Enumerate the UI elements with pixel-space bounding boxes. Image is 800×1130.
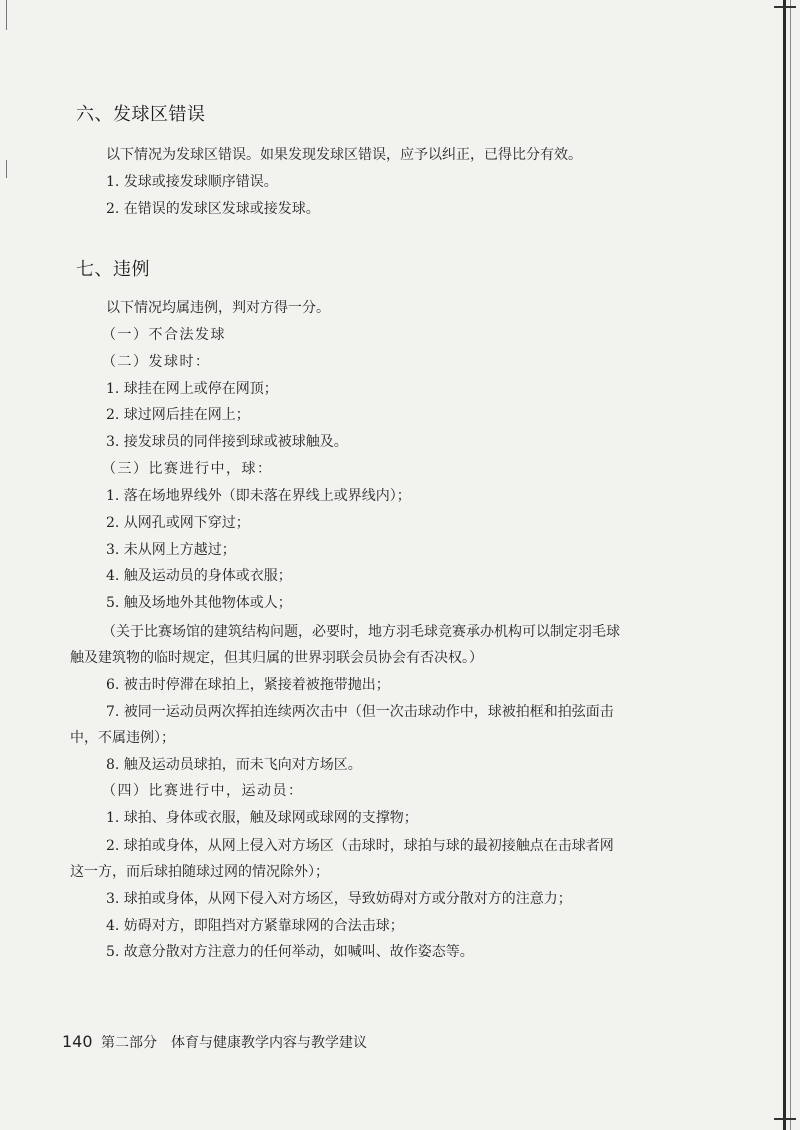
footer-part-title: 第二部分 体育与健康教学内容与教学建议: [101, 1035, 367, 1051]
subsection-2-item-3: 3. 接发球员的同伴接到球或被球触及。: [106, 434, 348, 450]
section-6-item-2: 2. 在错误的发球区发球或接发球。: [106, 201, 320, 217]
subsection-3-note-line-2: 触及建筑物的临时规定，但其归属的世界羽联会员协会有否决权。）: [70, 650, 483, 666]
scan-top-tick: [774, 6, 796, 8]
subsection-4-item-2-line-1: 2. 球拍或身体，从网上侵入对方场区（击球时，球拍与球的最初接触点在击球者网: [106, 838, 614, 854]
subsection-2-title: （二）发球时：: [102, 354, 211, 370]
scan-left-mark-middle: [6, 160, 7, 178]
subsection-3-item-4: 4. 触及运动员的身体或衣服；: [106, 568, 292, 584]
section-6-item-1: 1. 发球或接发球顺序错误。: [106, 174, 278, 190]
subsection-3-title: （三）比赛进行中，球：: [102, 461, 273, 477]
subsection-4-item-3: 3. 球拍或身体，从网下侵入对方场区，导致妨碍对方或分散对方的注意力；: [106, 891, 572, 907]
scan-bottom-tick: [774, 1118, 796, 1120]
subsection-4-item-5: 5. 故意分散对方注意力的任何举动，如喊叫、故作姿态等。: [106, 944, 474, 960]
subsection-3-item-1: 1. 落在场地界线外（即未落在界线上或界线内）；: [106, 488, 411, 504]
scan-binding-shadow: [790, 0, 791, 1130]
subsection-3-item-7-line-2: 中，不属违例）；: [70, 730, 175, 746]
scan-binding-edge: [783, 0, 786, 1130]
subsection-3-item-8: 8. 触及运动员球拍，而未飞向对方场区。: [106, 757, 362, 773]
subsection-4-item-2-line-2: 这一方，而后球拍随球过网的情况除外）；: [70, 864, 329, 880]
section-6-intro: 以下情况为发球区错误。如果发现发球区错误，应予以纠正，已得比分有效。: [106, 147, 582, 163]
subsection-3-item-7-line-1: 7. 被同一运动员两次挥拍连续两次击中（但一次击球动作中，球被拍框和拍弦面击: [106, 704, 614, 720]
subsection-2-item-1: 1. 球挂在网上或停在网顶；: [106, 381, 278, 397]
section-7-intro: 以下情况均属违例，判对方得一分。: [106, 300, 330, 316]
page-footer: [62, 1032, 367, 1052]
subsection-3-item-6: 6. 被击时停滞在球拍上，紧接着被拖带抛出；: [106, 677, 390, 693]
section-6-heading: 六、发球区错误: [76, 104, 206, 125]
subsection-3-item-3: 3. 未从网上方越过；: [106, 542, 236, 558]
subsection-3-item-2: 2. 从网孔或网下穿过；: [106, 515, 250, 531]
subsection-4-item-4: 4. 妨碍对方，即阻挡对方紧靠球网的合法击球；: [106, 918, 404, 934]
subsection-1-title: （一）不合法发球: [102, 327, 226, 343]
subsection-4-title: （四）比赛进行中，运动员：: [102, 783, 304, 799]
subsection-3-item-5: 5. 触及场地外其他物体或人；: [106, 595, 292, 611]
scan-left-mark-top: [6, 0, 7, 30]
subsection-3-note-line-1: （关于比赛场馆的建筑结构问题，必要时，地方羽毛球竞赛承办机构可以制定羽毛球: [102, 624, 620, 640]
page-number: 140: [62, 1032, 93, 1051]
subsection-2-item-2: 2. 球过网后挂在网上；: [106, 407, 250, 423]
subsection-4-item-1: 1. 球拍、身体或衣服，触及球网或球网的支撑物；: [106, 810, 418, 826]
section-7-heading: 七、违例: [76, 259, 150, 280]
